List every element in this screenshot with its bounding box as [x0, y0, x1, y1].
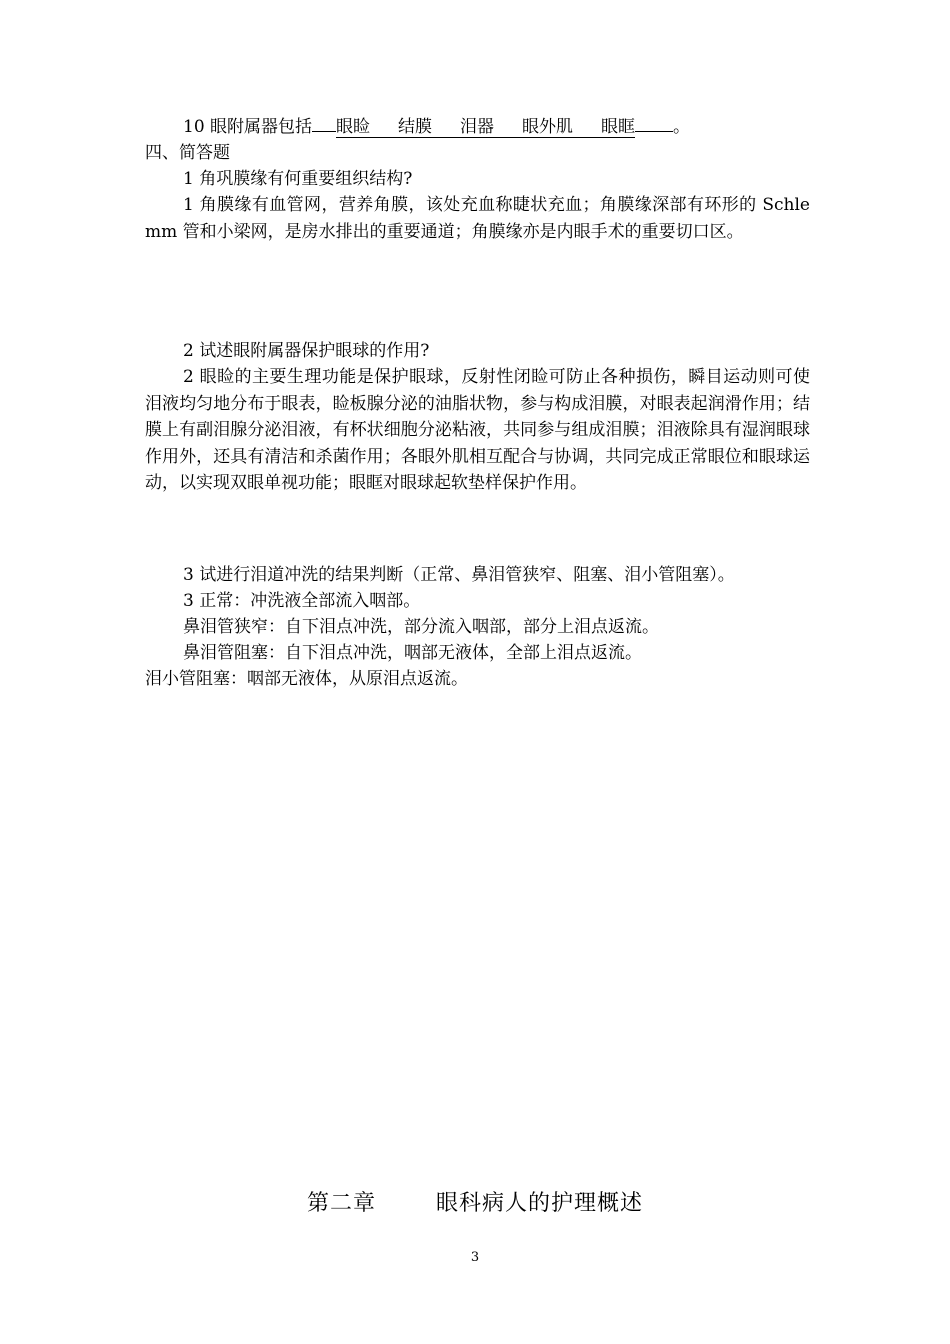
chapter-number: 第二章 — [306, 1191, 376, 1216]
section-title: 四、简答题 — [145, 143, 230, 163]
question-3: 3 试进行泪道冲洗的结果判断（正常、鼻泪管狭窄、阻塞、泪小管阻塞）。 — [183, 565, 735, 585]
blank-underline — [312, 131, 336, 132]
blank-underline — [635, 131, 673, 132]
fill-blank-suffix: 。 — [673, 117, 691, 137]
answer-1: 1 角膜缘有血管网，营养角膜，该处充血称睫状充血；角膜缘深部有环形的 Schlemm 管和小梁网，是房水排出的重要通道；角膜缘亦是内眼手术的重要切口区。 — [145, 195, 810, 242]
question-1: 1 角巩膜缘有何重要组织结构? — [183, 169, 413, 189]
fill-blank-answers — [336, 117, 635, 138]
answer-item: 眼眶 — [601, 117, 636, 137]
chapter-heading — [0, 1188, 950, 1220]
answer-3-line: 3 正常：冲洗液全部流入咽部。 — [183, 591, 421, 611]
answer-item: 结膜 — [398, 117, 433, 137]
fill-blank-prefix: 10 眼附属器包括 — [183, 117, 313, 137]
answer-item: 眼外肌 — [522, 117, 574, 137]
answer-3-line: 泪小管阻塞：咽部无液体，从原泪点返流。 — [145, 669, 468, 689]
fill-blank-question — [183, 114, 810, 140]
chapter-title: 眼科病人的护理概述 — [436, 1191, 644, 1216]
page-number: 3 — [470, 1250, 480, 1265]
answer-2: 2 眼睑的主要生理功能是保护眼球，反射性闭睑可防止各种损伤，瞬目运动则可使泪液均匀地分布于眼表，睑板腺分泌的油脂状物，参与构成泪膜，对眼表起润滑作用；结膜上有副泪腺分泌泪液，有杯状细胞分泌粘液，共同参与组成泪膜；泪液除具有湿润眼球作用外，还具有清洁和杀菌作用；各眼外肌相互配合与协调，共同完成正常眼位和眼球运动，以实现双眼单视功能；眼眶对眼球起软垫样保护作用。 — [145, 367, 810, 493]
answer-item: 眼睑 — [336, 117, 371, 137]
answer-3-line: 鼻泪管狭窄：自下泪点冲洗，部分流入咽部，部分上泪点返流。 — [183, 617, 659, 637]
answer-item: 泪器 — [460, 117, 495, 137]
answer-3-line: 鼻泪管阻塞：自下泪点冲洗，咽部无液体，全部上泪点返流。 — [183, 643, 642, 663]
question-2: 2 试述眼附属器保护眼球的作用? — [183, 341, 430, 361]
